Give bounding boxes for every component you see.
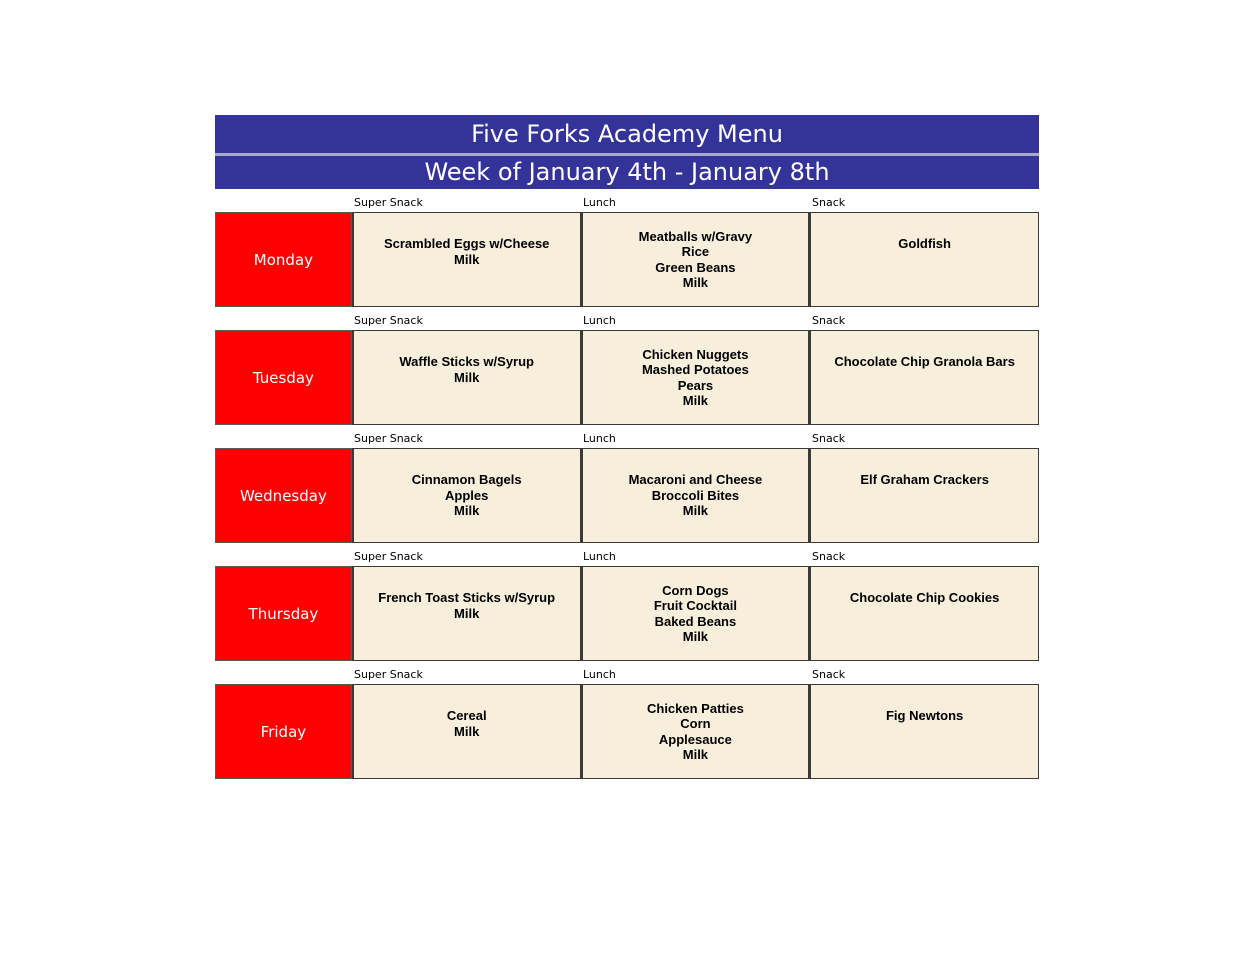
menu-item: Green Beans	[655, 259, 736, 275]
day-row	[215, 684, 1039, 779]
menu-document	[215, 115, 1039, 779]
lunch-cell	[581, 330, 810, 425]
menu-item: Chicken Patties	[646, 700, 744, 716]
menu-item: Rice	[681, 244, 710, 259]
day-block-thursday	[215, 547, 1039, 661]
lunch-cell	[581, 566, 810, 661]
lunch-label: Lunch	[583, 432, 616, 445]
super-snack-label: Super Snack	[354, 550, 423, 563]
snack-cell	[809, 566, 1039, 661]
week-title: Week of January 4th - January 8th	[215, 156, 1039, 189]
snack-label: Snack	[812, 668, 846, 681]
menu-item: Baked Beans	[654, 613, 737, 629]
menu-item: Milk	[454, 605, 480, 621]
menu-item: French Toast Sticks w/Syrup	[378, 590, 556, 605]
snack-cell	[809, 684, 1039, 779]
snack-cell	[809, 448, 1039, 543]
day-block-friday	[215, 665, 1039, 779]
day-name: Monday	[215, 212, 352, 307]
day-row	[215, 448, 1039, 543]
menu-item: Fruit Cocktail	[653, 598, 737, 613]
day-row	[215, 566, 1039, 661]
lunch-label: Lunch	[583, 550, 616, 563]
super-snack-cell	[352, 330, 581, 425]
day-block-monday	[215, 193, 1039, 307]
snack-label: Snack	[812, 196, 846, 209]
lunch-cell	[581, 684, 810, 779]
menu-item: Elf Graham Crackers	[860, 472, 989, 487]
column-labels	[215, 547, 1039, 566]
menu-item: Pears	[677, 377, 714, 393]
menu-item: Apples	[445, 487, 489, 503]
menu-item: Milk	[682, 629, 709, 644]
day-name: Friday	[215, 684, 352, 779]
menu-item: Milk	[454, 251, 480, 267]
menu-item: Goldfish	[898, 236, 951, 251]
snack-label: Snack	[812, 550, 846, 563]
snack-cell	[809, 330, 1039, 425]
menu-item: Milk	[454, 503, 480, 518]
menu-item: Milk	[682, 393, 709, 408]
menu-item: Broccoli Bites	[651, 487, 740, 503]
column-labels	[215, 429, 1039, 448]
super-snack-label: Super Snack	[354, 668, 423, 681]
menu-item: Chocolate Chip Granola Bars	[834, 354, 1015, 369]
day-name: Tuesday	[215, 330, 352, 425]
menu-item: Milk	[682, 275, 709, 290]
day-row	[215, 212, 1039, 307]
day-block-wednesday	[215, 429, 1039, 543]
snack-label: Snack	[812, 432, 846, 445]
menu-item: Applesauce	[658, 731, 732, 747]
days-container	[215, 193, 1039, 779]
super-snack-cell	[352, 212, 581, 307]
super-snack-cell	[352, 566, 581, 661]
menu-item: Scrambled Eggs w/Cheese	[383, 236, 550, 251]
menu-item: Chocolate Chip Cookies	[849, 590, 1000, 605]
column-labels	[215, 665, 1039, 684]
menu-item: Cereal	[446, 708, 487, 723]
column-labels	[215, 193, 1039, 212]
lunch-label: Lunch	[583, 668, 616, 681]
day-name: Wednesday	[215, 448, 352, 543]
day-block-tuesday	[215, 311, 1039, 425]
lunch-label: Lunch	[583, 314, 616, 327]
menu-item: Cinnamon Bagels	[411, 472, 522, 487]
snack-label: Snack	[812, 314, 846, 327]
snack-cell	[809, 212, 1039, 307]
menu-item: Fig Newtons	[885, 708, 964, 723]
menu-item: Mashed Potatoes	[641, 362, 749, 377]
menu-item: Chicken Nuggets	[642, 346, 749, 362]
super-snack-label: Super Snack	[354, 196, 423, 209]
menu-item: Milk	[682, 503, 709, 518]
day-name: Thursday	[215, 566, 352, 661]
super-snack-label: Super Snack	[354, 314, 423, 327]
lunch-cell	[581, 212, 810, 307]
lunch-label: Lunch	[583, 196, 616, 209]
menu-item: Waffle Sticks w/Syrup	[399, 354, 534, 369]
menu-item: Milk	[454, 369, 480, 385]
menu-item: Meatballs w/Gravy	[638, 228, 753, 244]
menu-item: Corn Dogs	[662, 582, 729, 598]
day-row	[215, 330, 1039, 425]
super-snack-cell	[352, 448, 581, 543]
menu-item: Milk	[682, 747, 709, 762]
menu-item: Corn	[680, 716, 711, 731]
menu-title: Five Forks Academy Menu	[215, 115, 1039, 153]
menu-item: Macaroni and Cheese	[628, 472, 763, 487]
column-labels	[215, 311, 1039, 330]
super-snack-cell	[352, 684, 581, 779]
menu-item: Milk	[454, 723, 480, 739]
super-snack-label: Super Snack	[354, 432, 423, 445]
lunch-cell	[581, 448, 810, 543]
